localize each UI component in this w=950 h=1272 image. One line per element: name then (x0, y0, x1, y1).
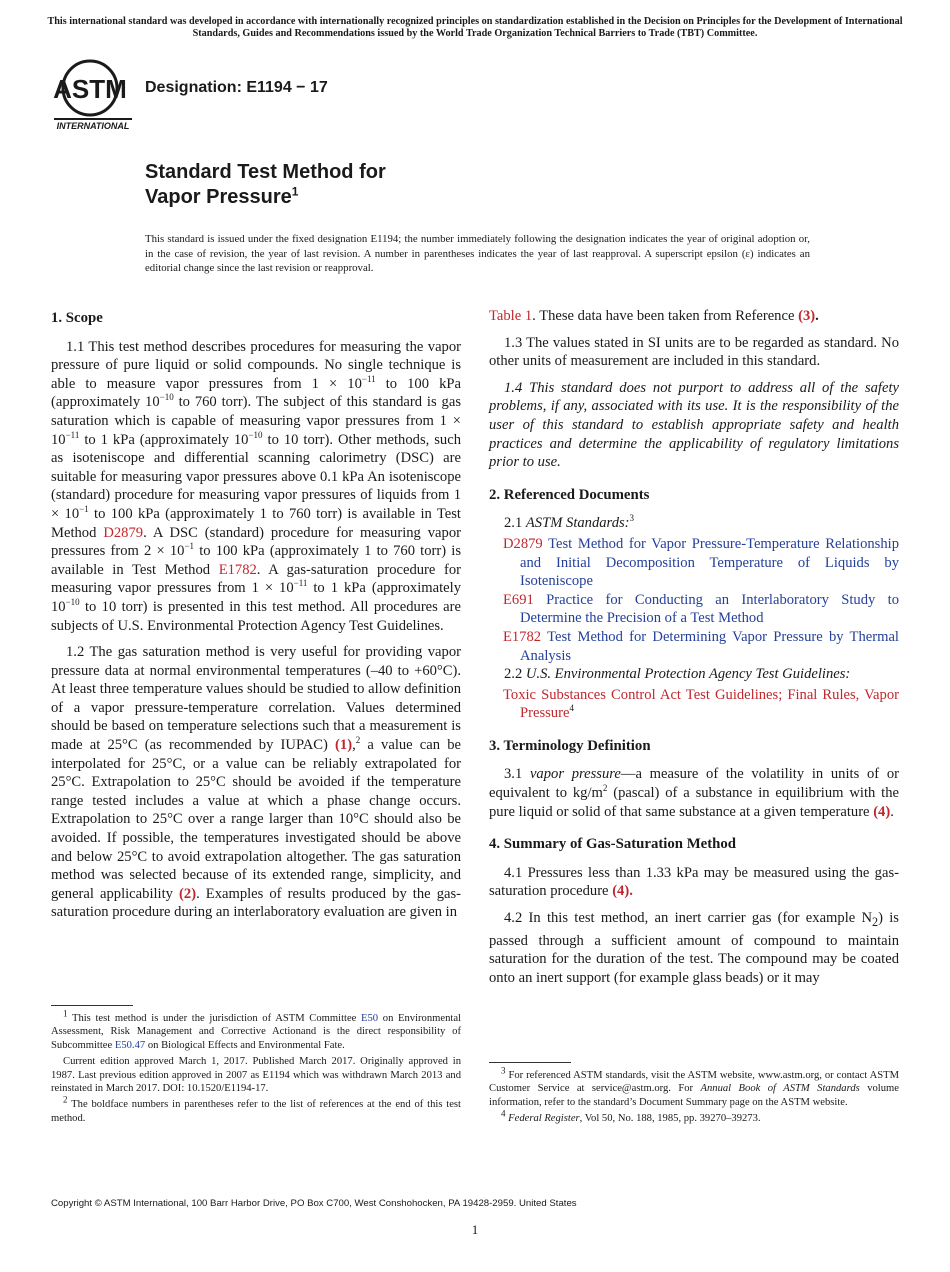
ref-item-e691[interactable]: E691 Practice for Conducting an Interlaboratory Study to Determine the Precision of a Test Method (503, 591, 899, 627)
designation: Designation: E1194 − 17 (145, 79, 328, 96)
footnote-4: $^4$ Federal Register, Vol 50, No. 188, 1985, pp. 39270–39273. (501, 1108, 761, 1125)
paragraph-1-3: 1.3 The values stated in SI units are to be regarded as standard. No other units of measurement are included in this standard. (489, 334, 899, 370)
page-number: 1 (471, 1222, 479, 1237)
footnotes-right (489, 1062, 899, 1129)
astm-standards-sub: 2.1 ASTM Standards:$^3$ (504, 513, 635, 532)
copyright: Copyright © ASTM International, 100 Barr Harbor Drive, PO Box C700, West Conshohocken, PA 19428-2959. United States (51, 1198, 577, 1209)
footnotes-left (51, 1005, 461, 1128)
ref-link-2[interactable]: (2) (179, 885, 197, 902)
ref-item-e1782[interactable]: E1782 Test Method for Determining Vapor Pressure by Thermal Analysis (503, 628, 899, 664)
issued-note: This standard is issued under the fixed designation E1194; the number immediately following the designation indicates the year of original adoption or, in the case of revision, the year of last revision. A number in parentheses indicates the year of last reapproval. A superscript epsilon (ε) indicates an editorial change since the last revision or reapproval. (145, 233, 810, 274)
footnote-1: $^1$ This test method is under the jurisdiction of ASTM Committee E50 on Environmental Assessment, Risk Management and Corrective Actionand is the direct responsibility of Subcommittee E50.47 on Biological Effects and Environmental Fate. (51, 1008, 461, 1051)
title-line-1: Standard Test Method for (145, 161, 386, 183)
ref-link-4[interactable]: (4) (873, 803, 891, 820)
paragraph-4-1: 4.1 Pressures less than 1.33 kPa may be measured using the gas-saturation procedure (4). (489, 864, 899, 900)
ref-link-1[interactable]: (1) (335, 737, 353, 754)
paragraph-1-2-continued: Table 1. These data have been taken from Reference (3). (489, 308, 819, 324)
logo-subtext: INTERNATIONAL (56, 121, 130, 131)
ref-link-3[interactable]: (3) (798, 308, 816, 324)
paragraph-1-4: 1.4 This standard does not purport to address all of the safety problems, if any, associated with its use. It is the responsibility of the user of this standard to establish appropriate safety and health practices and determine the applicability of regulatory limitations prior to use. (489, 379, 899, 471)
paragraph-1-2: 1.2 The gas saturation method is very useful for providing vapor pressure data at normal environmental temperatures (–40 to +60°C). At least three temperature values should be studied to allow definition of a vapor pressure-temperature correlation. Values determined should be based on temperature selections such that a measurement is made at 25°C (as recommended by IUPAC) (1),$^2$ a value can be interpolated for 25°C, or a value can be reliably extrapolated for 25°C. Extrapolation to 25°C should be avoided if the temperature range tested includes a value at which a phase change occurs. Extrapolation to 25°C over a range larger than 10°C should also be avoided. If possible, the temperatures investigated should be above and below 25°C to avoid extrapolation altogether. The gas saturation method was selected because of its extended range, simplicity, and general applicability (2). Examples of results produced by the gas-saturation procedure during an interlaboratory evaluation are given in (51, 644, 462, 921)
footnote-2: $^2$ The boldface numbers in parentheses refer to the list of references at the end of this test method. (51, 1094, 461, 1124)
link-d2879[interactable]: D2879 (103, 524, 144, 541)
section-heading-terminology: 3. Terminology Definition (489, 737, 651, 754)
section-heading-scope: 1. Scope (51, 310, 103, 326)
right-column (489, 307, 899, 995)
paragraph-4-2: 4.2 In this test method, an inert carrier gas (for example $N_2$) is passed through a sufficient amount of compound to maintain saturation for the duration of the test. The compound may be coated onto an inert support (for example glass beads) or it may (489, 910, 899, 986)
table-1-link[interactable]: Table 1 (489, 308, 533, 324)
page-title (145, 160, 386, 210)
footnote-3: $^3$ For referenced ASTM standards, visit the ASTM website, www.astm.org, or contact ASTM Customer Service at service@astm.org. For Annual Book of ASTM Standards volume information, refer to the standard’s Document Summary page on the ASTM website. (489, 1065, 900, 1108)
ref-item-d2879[interactable]: D2879 Test Method for Vapor Pressure-Temperature Relationship and Initial Decomposition Temperature of Liquids by Isoteniscope (503, 535, 899, 590)
paragraph-3-1: 3.1 vapor pressure—a measure of the volatility in units of or equivalent to $kg/m^2$ (pascal) of a substance in equilibrium with the pure liquid or solid of that same substance at a given temperature (4). (489, 766, 900, 820)
section-heading-referenced: 2. Referenced Documents (489, 486, 650, 503)
epa-guidelines-sub: 2.2 U.S. Environmental Protection Agency Test Guidelines: (504, 666, 851, 683)
committee-e50-link[interactable]: E50 (361, 1013, 379, 1024)
title-footnote-mark: 1 (291, 184, 299, 199)
link-e1782[interactable]: E1782 (218, 561, 257, 578)
astm-logo (52, 58, 134, 132)
top-notice: This international standard was developed in accordance with internationally recognized principles on standardization established in the Decision on Principles for the Development of International Standards, Guides and Recommendations issued by the World Trade Organization Technical Barriers to Trade (TBT) Committee. (47, 16, 903, 39)
ref-link-4b[interactable]: (4). (612, 883, 633, 900)
paragraph-1-1: 1.1 This test method describes procedures for measuring the vapor pressure of pure liquid or solid compounds. No single technique is able to measure vapor pressures from $1 \times 10^{-11}$ to 100 kPa (approximately $10^{-10}$ to 760 torr). The subject of this standard is gas saturation which is capable of measuring vapor pressures from $1 \times 10^{-11}$ to 1 kPa (approximately $10^{-10}$ to 10 torr). Other methods, such as isoteniscope and differential scanning calorimetry (DSC) are suitable for measuring vapor pressures above 0.1 kPa An isoteniscope (standard) procedure for measuring vapor pressures of liquids from $1 \times 10^{-1}$ to 100 kPa (approximately 1 to 760 torr) is available in Test Method D2879. A DSC (standard) procedure for measuring vapor pressures from $2 \times 10^{-1}$ to 100 kPa (approximately 1 to 760 torr) is available in Test Method E1782. A gas-saturation procedure for measuring vapor pressures from $1 \times 10^{-11}$ to 1 kPa (approximately $10^{-10}$ to 10 torr) is presented in this test method. All procedures are subjects of U.S. Environmental Protection Agency Test Guidelines. (51, 338, 462, 634)
section-heading-summary: 4. Summary of Gas-Saturation Method (489, 836, 737, 853)
subcommittee-link[interactable]: E50.47 (114, 1039, 146, 1051)
left-column (51, 307, 461, 930)
footnote-edition: Current edition approved March 1, 2017. Published March 2017. Originally approved in 1987. Last previous edition approved in 2007 as E1194 which was withdrawn March 2013 and reinstated in March 2017. DOI: 10.1520/E1194-17. (51, 1056, 461, 1095)
title-line-2: Vapor Pressure (145, 186, 292, 208)
ref-item-epa[interactable]: Toxic Substances Control Act Test Guidelines; Final Rules, Vapor Pressure$^4$ (503, 686, 899, 722)
logo-letters: ASTM (53, 74, 127, 104)
